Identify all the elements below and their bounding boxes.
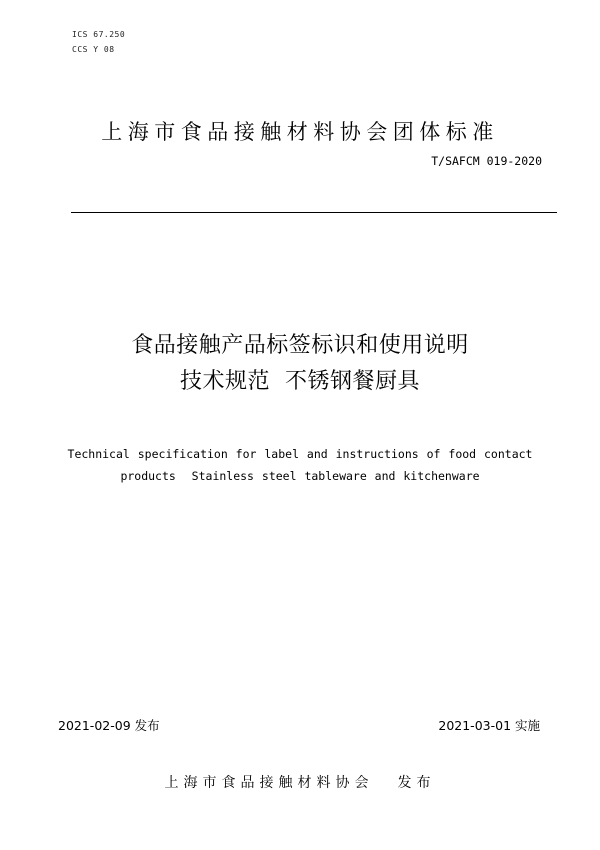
ics-code: ICS 67.250 xyxy=(72,30,126,39)
issue-date: 2021-02-09 发布 xyxy=(58,718,160,733)
implementation-date: 2021-03-01 实施 xyxy=(438,718,540,733)
english-title-line-2: products Stainless steel tableware and kitchenware xyxy=(120,469,480,483)
issuer-action: 发布 xyxy=(397,775,436,791)
organization-standard-title: 上海市食品接触材料协会团体标准 xyxy=(101,120,499,144)
chinese-title-line-2: 技术规范 不锈钢餐厨具 xyxy=(180,369,420,394)
issuer-name: 上海市食品接触材料协会 xyxy=(164,775,374,791)
ccs-code: CCS Y 08 xyxy=(72,45,115,54)
english-title-line-1: Technical specification for label and instructions of food contact xyxy=(67,447,533,461)
standard-number: T/SAFCM 019-2020 xyxy=(431,154,542,168)
issuer-line xyxy=(0,772,600,792)
header-divider xyxy=(71,212,557,213)
chinese-title-line-1: 食品接触产品标签标识和使用说明 xyxy=(131,333,469,358)
